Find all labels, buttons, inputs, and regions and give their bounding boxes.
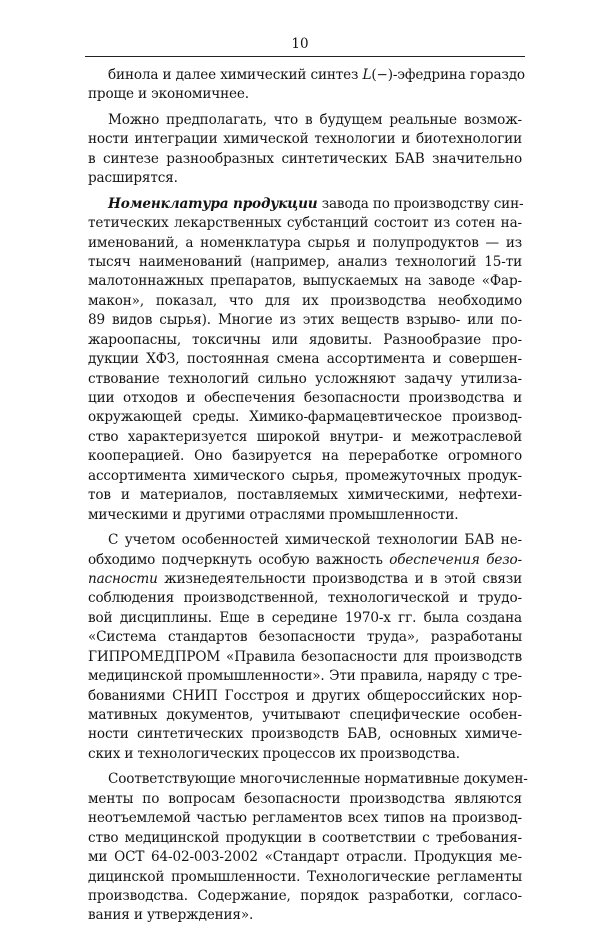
text-line bbox=[88, 467, 522, 486]
text-line bbox=[88, 506, 522, 525]
text-run: завода по производству син- bbox=[317, 195, 524, 212]
page-body bbox=[88, 66, 528, 926]
text-run: мативных документов, учитывают специфические особен- bbox=[88, 707, 522, 723]
text-run: ности интеграции химической технологии и биотехнологии bbox=[88, 131, 522, 148]
text-line bbox=[88, 408, 522, 427]
text-line bbox=[88, 486, 522, 505]
text-run: проще и экономичнее. bbox=[88, 86, 249, 103]
text-line bbox=[88, 85, 522, 104]
text-run: окружающей среды. Химико-фармацевтическое производ- bbox=[88, 409, 522, 426]
text-run: кооперацией. Оно базируется на переработке огромного bbox=[88, 448, 522, 465]
text-run: ских и технологических процессов их производства. bbox=[88, 745, 460, 762]
text-line bbox=[88, 570, 522, 589]
text-line bbox=[88, 130, 522, 149]
text-run: (−)-эфедрина гораздо bbox=[371, 67, 525, 83]
text-line bbox=[88, 111, 522, 130]
page-number: 10 bbox=[291, 36, 309, 52]
text-line bbox=[88, 531, 522, 550]
text-run: в синтезе разнообразных синтетических БАВ значительно bbox=[88, 150, 522, 167]
paragraph bbox=[88, 111, 522, 189]
italic-run: обеспечения безо- bbox=[389, 551, 522, 568]
text-run: дицинской промышленности. Технологические регламенты bbox=[88, 868, 522, 885]
text-line bbox=[88, 848, 522, 867]
bold-italic-term: Номенклатура продукции bbox=[108, 195, 318, 212]
text-run: менты по вопросам безопасности производства являются bbox=[88, 790, 522, 807]
text-run: бинола и далее химический синтез bbox=[108, 67, 363, 83]
text-run: С учетом особенностей химической технологии БАВ не- bbox=[108, 532, 522, 549]
text-run: ции отходов и обеспечения безопасности производства и bbox=[88, 390, 522, 406]
text-line bbox=[88, 706, 522, 725]
text-line bbox=[88, 725, 522, 744]
header-rule bbox=[85, 56, 525, 57]
text-line bbox=[88, 887, 522, 906]
text-run: производства. Содержание, порядок разработки, согласо- bbox=[88, 887, 522, 904]
text-line bbox=[88, 150, 522, 169]
text-run: Можно предполагать, что в будущем реальные возмож- bbox=[108, 111, 522, 128]
text-run: вания и утверждения». bbox=[88, 907, 254, 924]
text-run: ассортимента химического сырья, промежуточных продук- bbox=[88, 467, 522, 484]
text-line bbox=[88, 868, 522, 887]
text-line bbox=[88, 906, 522, 925]
text-line bbox=[88, 628, 522, 647]
text-line bbox=[88, 428, 522, 447]
text-run: ство медицинской продукции в соответствии с требования- bbox=[88, 829, 522, 846]
text-line bbox=[88, 770, 528, 789]
text-line bbox=[88, 745, 522, 764]
text-run: тов и материалов, поставляемых химическими, нефтехи- bbox=[88, 487, 522, 504]
text-line bbox=[88, 809, 522, 828]
text-line bbox=[88, 66, 525, 85]
text-run: Соответствующие многочисленные нормативные докумен- bbox=[108, 771, 528, 788]
text-line bbox=[88, 829, 522, 848]
text-line bbox=[88, 169, 522, 188]
text-run: вой дисциплины. Еще в середине 1970-х гг. была создана bbox=[88, 609, 522, 626]
text-line bbox=[88, 648, 522, 667]
text-line bbox=[88, 234, 522, 253]
paragraph bbox=[88, 770, 528, 926]
paragraph bbox=[88, 531, 522, 764]
text-line bbox=[88, 350, 522, 369]
text-run: обходимо подчеркнуть особую важность bbox=[88, 551, 390, 568]
text-line bbox=[88, 331, 522, 350]
text-run: медицинской промышленности». Эти правила, наряду с тре- bbox=[88, 668, 522, 685]
text-run: бованиями СНИП Госстроя и других общероссийских нор- bbox=[88, 687, 522, 704]
italic-run: L bbox=[362, 67, 372, 83]
text-run: жизнедеятельности производства и в этой связи bbox=[157, 570, 522, 587]
paragraph bbox=[88, 195, 522, 525]
text-run: ствование технологий сильно усложняют задачу утилиза- bbox=[88, 370, 522, 387]
text-run: ство характеризуется широкой внутри- и межотраслевой bbox=[88, 428, 522, 445]
text-line bbox=[88, 667, 522, 686]
text-run: «Система стандартов безопасности труда», разработаны bbox=[88, 629, 522, 646]
text-line bbox=[88, 589, 522, 608]
text-line bbox=[88, 370, 522, 389]
text-line bbox=[88, 272, 522, 291]
text-line bbox=[88, 389, 522, 408]
text-run: неотъемлемой частью регламентов всех типов на производ- bbox=[88, 810, 522, 827]
text-line bbox=[88, 214, 522, 233]
text-run: малотоннажных препаратов, выпускаемых на заводе «Фар- bbox=[88, 273, 522, 290]
text-run: тысяч наименований (например, анализ технологий 15-ти bbox=[88, 253, 522, 270]
text-run: тетических лекарственных субстанций состоит из сотен на- bbox=[88, 215, 522, 232]
text-run: именований, а номенклатура сырья и полупродуктов — из bbox=[88, 234, 522, 251]
text-line bbox=[88, 551, 522, 570]
text-run: дукции ХФЗ, постоянная смена ассортимента и совершен- bbox=[88, 351, 522, 368]
text-line bbox=[88, 195, 522, 214]
text-run: ности синтетических производств БАВ, основных химиче- bbox=[88, 726, 522, 743]
text-run: макон», показал, что для их производства необходимо bbox=[88, 292, 522, 309]
text-run: ми ОСТ 64-02-003-2002 «Стандарт отрасли. Продукция ме- bbox=[88, 849, 522, 866]
text-run: 89 видов сырья). Многие из этих веществ взрыво- или по- bbox=[88, 312, 522, 329]
text-line bbox=[88, 687, 522, 706]
text-run: расширятся. bbox=[88, 170, 178, 187]
text-run: соблюдения производственной, технологической и трудо- bbox=[88, 590, 522, 607]
text-line bbox=[88, 790, 522, 809]
text-line bbox=[88, 292, 522, 311]
text-line bbox=[88, 447, 522, 466]
paragraph bbox=[88, 66, 525, 105]
italic-run: пасности bbox=[88, 570, 158, 587]
text-run: ГИПРОМЕДПРОМ «Правила безопасности для производств bbox=[88, 648, 522, 665]
text-line bbox=[88, 311, 522, 330]
text-run: жароопасны, токсичны или ядовиты. Разнообразие про- bbox=[88, 331, 522, 348]
text-run: мическими и другими отраслями промышленности. bbox=[88, 506, 459, 523]
text-line bbox=[88, 253, 522, 272]
text-line bbox=[88, 609, 522, 628]
